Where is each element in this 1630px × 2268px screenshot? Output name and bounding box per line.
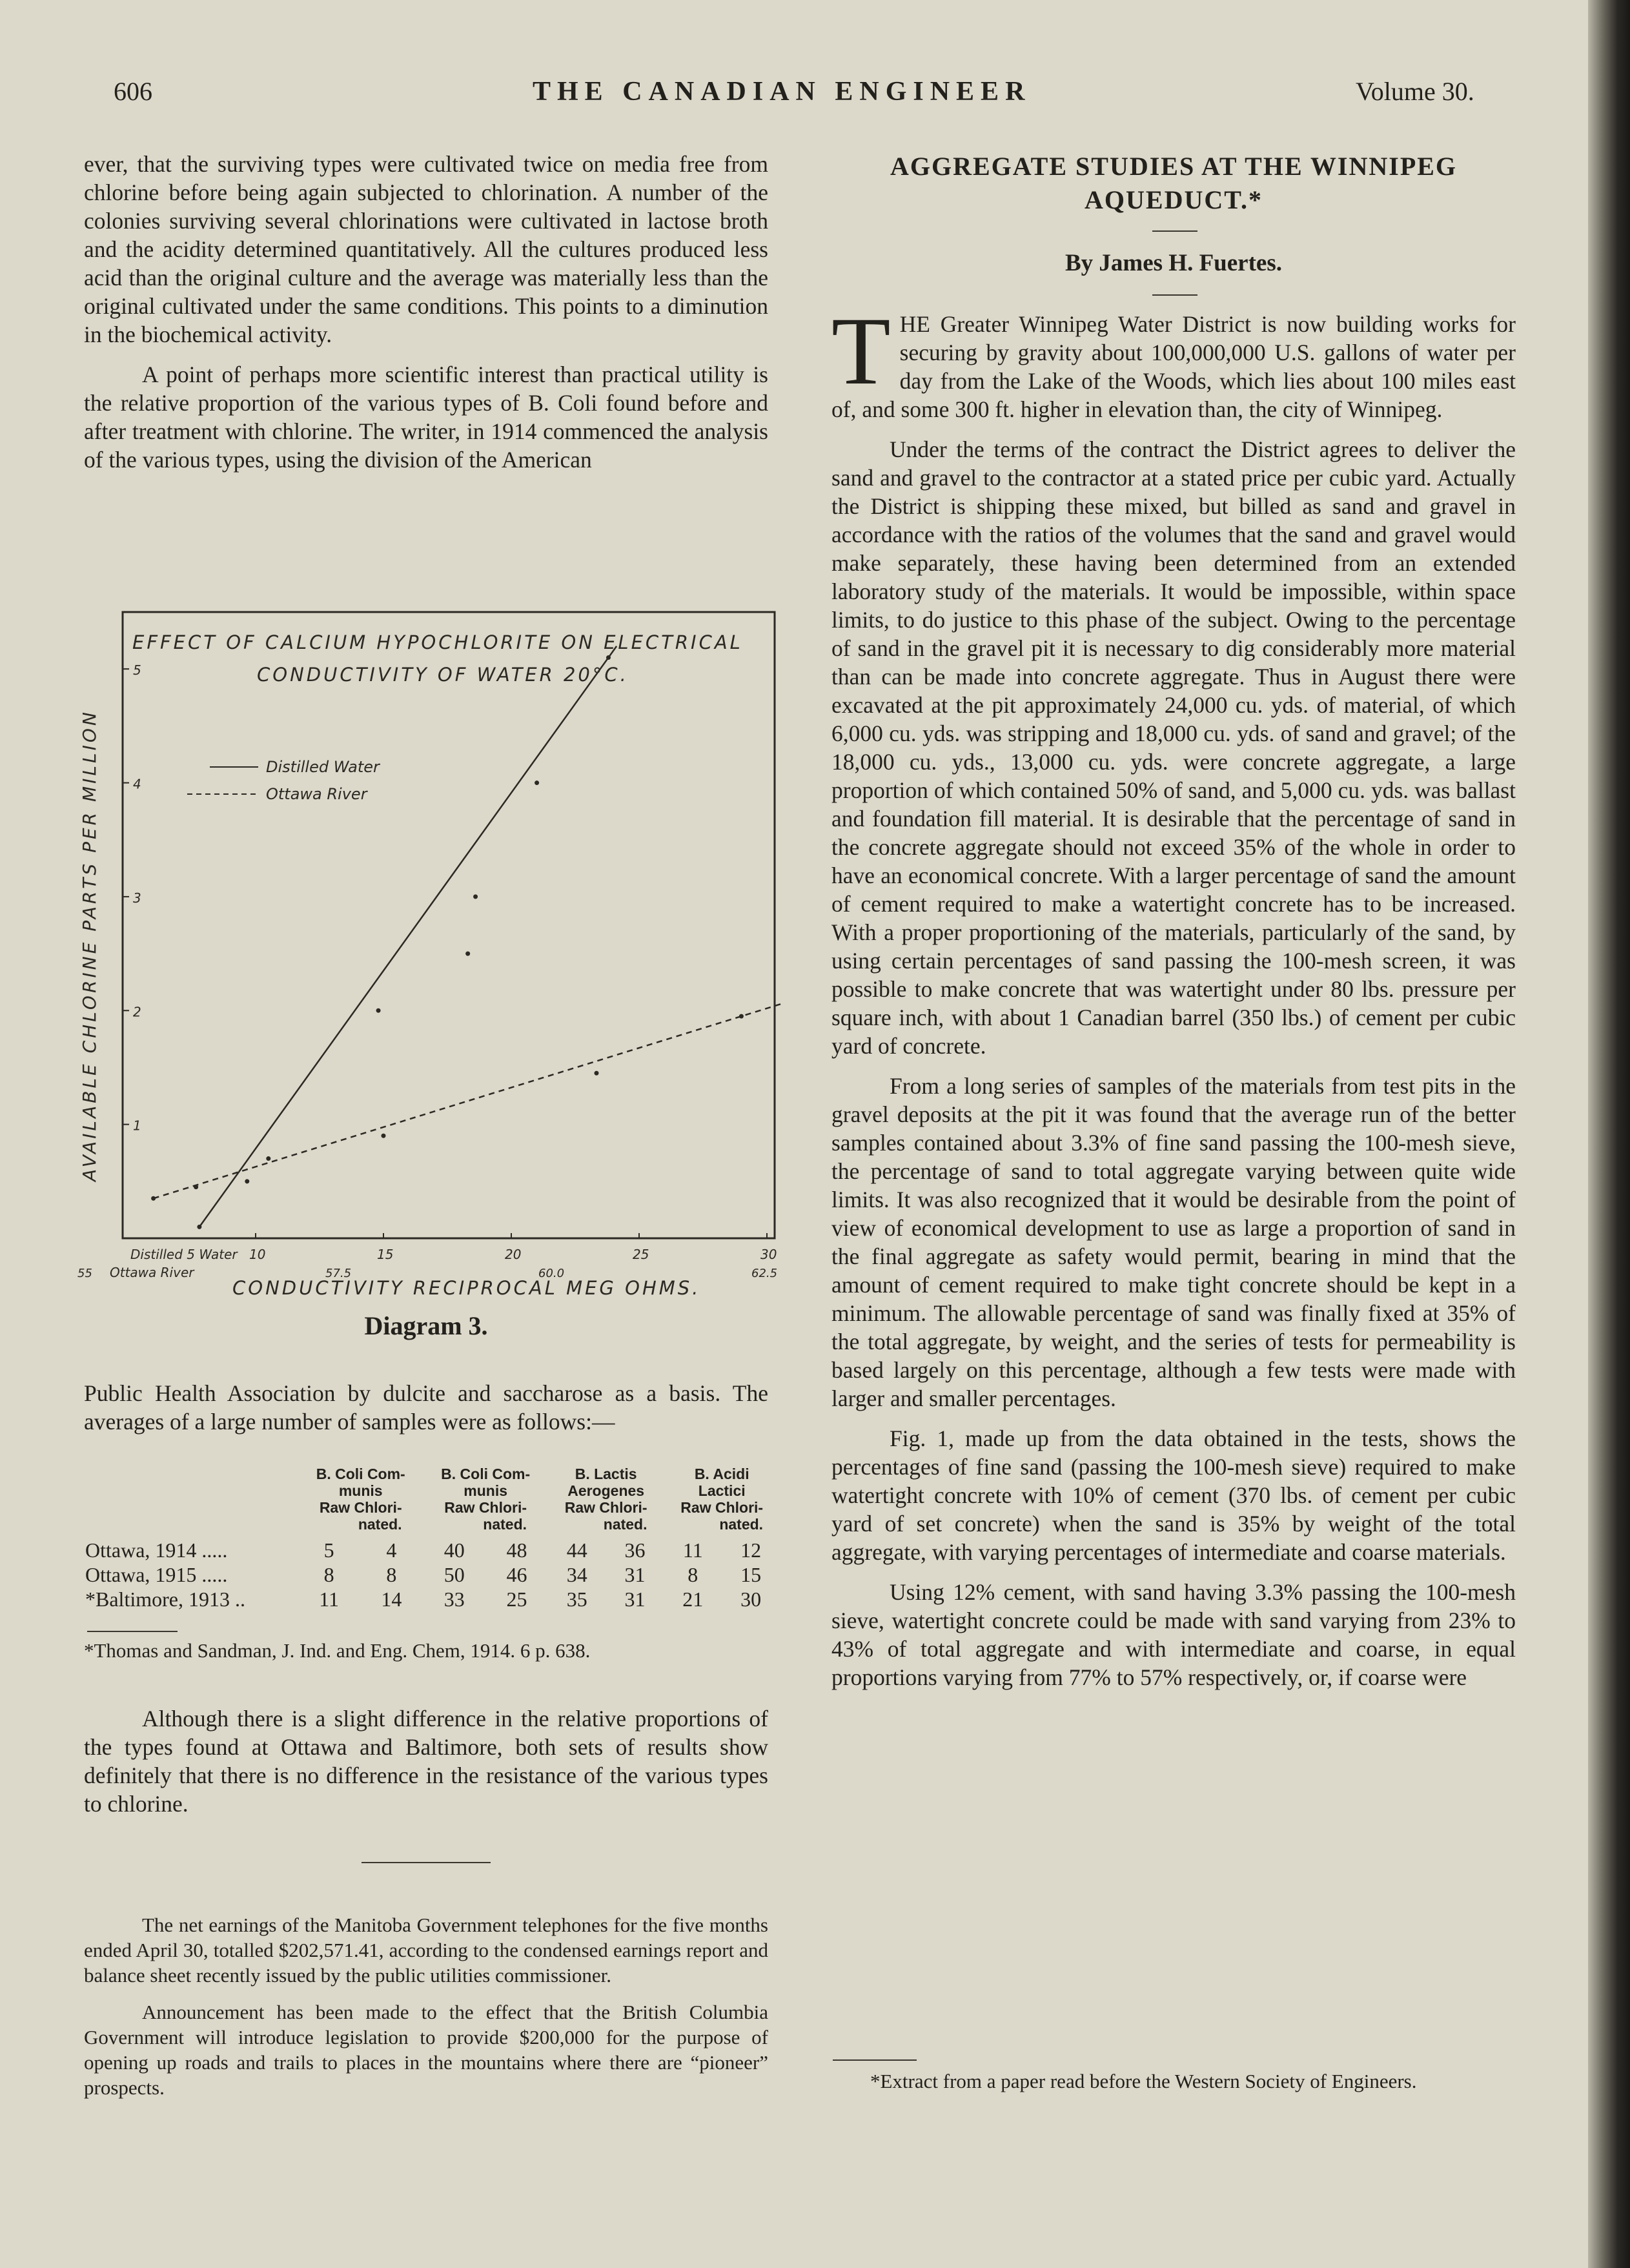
series-line-distilled	[199, 646, 616, 1227]
paragraph: Public Health Association by dulcite and saccharose as a basis. The averages of a large number of samples were as follows:—	[84, 1380, 768, 1435]
data-point	[606, 655, 611, 660]
legend-label-distilled: Distilled Water	[266, 758, 380, 776]
table-footnote-rule	[87, 1631, 178, 1632]
x-tick-label: 10	[249, 1247, 266, 1262]
page-edge-shadow	[1588, 0, 1630, 2268]
table-row: *Baltimore, 1913 .. 11 14 33 25 35 31 21 30	[85, 1588, 762, 1611]
paragraph: A point of perhaps more scientific interest than practical utility is the relative proportion of the various types of B. Coli found before and after treatment with chlorine. The writer, in 1914 commenced the analysis of the various types, using the division of the American	[84, 362, 768, 473]
table-group-header: B. Lactis Aerogenes Raw Chlori- nated.	[564, 1466, 647, 1533]
x-tick-label: Distilled 5 Water	[130, 1247, 238, 1262]
paragraph: Although there is a slight difference in the relative proportions of the types found at Ottawa and Baltimore, both sets of results show definitely that there is no difference in the resistance of the various types to chlorine.	[84, 1706, 768, 1817]
table-row: Ottawa, 1915 ..... 8 8 50 46 34 31 8 15	[85, 1563, 762, 1586]
legend-label-ottawa: Ottawa River	[266, 785, 367, 803]
article-footnote: *Extract from a paper read before the Western Society of Engineers.	[870, 2070, 1417, 2092]
table-row: Ottawa, 1914 ..... 5 4 40 48 44 36 11 12	[85, 1538, 762, 1562]
table-group-header: B. Acidi Lactici Raw Chlori- nated.	[680, 1466, 764, 1533]
article-title: AGGREGATE STUDIES AT THE WINNIPEG AQUEDUCT.*	[890, 152, 1458, 214]
data-point	[151, 1196, 156, 1201]
drop-cap: T	[831, 298, 891, 405]
paragraph: Using 12% cement, with sand having 3.3% passing the 100-mesh sieve, watertight concrete could be made with sand varying from 23% to 43% of total aggregate and with intermediate and coarse, in equal proportions varying from 77% to 57% respectively, or, if coarse were	[831, 1579, 1516, 1690]
coli-types-table	[83, 1466, 780, 1611]
data-point	[595, 1071, 599, 1076]
data-point	[376, 1008, 381, 1013]
x2-tick-label: 62.5	[751, 1267, 778, 1280]
paragraph: Under the terms of the contract the District agrees to deliver the sand and gravel to the contractor at a stated price per cubic yard. Actually the District is shipping these mixed, but billed as sand and gravel in accordance with the ratios of the volumes that the sand and gravel would make separately, these having been determined from an extended laboratory study of the materials. It would be impossible, within space limits, to do justice to this phase of the subject. Owing to the percentage of sand in the gravel pit it is necessary to dig considerably more material than can be made into concrete aggregate. Thus in August there were excavated at the pit approximately 24,000 cu. yds. of material, of which 6,000 cu. yds. was stripping and 18,000 cu. yds. of sand and gravel; of the 18,000 cu. yds., 13,000 cu. yds. were concrete aggregate, a large proportion of which contained 50% of sand, and 5,000 cu. yds. was ballast and foundation fill material. It is desirable that the percentage of sand in the concrete aggregate should not exceed 35% of the whole in order to have an economical concrete. With a larger percentage of sand the amount of cement required to make a watertight concrete has to be increased. With a proper proportioning of the materials, particularly of the sand, by using certain percentages of sand passing the 100-mesh screen, it was possible to make concrete that was watertight under 80 lbs. pressure per square inch, with about 1 Canadian barrel (350 lbs.) of cement per cubic yard of concrete.	[831, 436, 1516, 1059]
chart-title-line-1: EFFECT OF CALCIUM HYPOCHLORITE ON ELECTRICAL	[132, 631, 743, 653]
y-tick-label: 5	[133, 662, 141, 679]
byline-rule	[1152, 294, 1197, 296]
chart-title-line-2: CONDUCTIVITY OF WATER 20°C.	[257, 664, 629, 686]
data-point	[382, 1134, 386, 1138]
data-point	[739, 1014, 744, 1019]
x2-tick-label: Ottawa River	[110, 1265, 194, 1280]
y-tick-label: 2	[133, 1004, 141, 1020]
data-point	[473, 894, 478, 899]
section-divider	[362, 1862, 491, 1863]
x-tick-label: 15	[377, 1247, 394, 1262]
paragraph: THE Greater Winnipeg Water District is now building works for securing by gravity about 100,000,000 U.S. gallons of water per day from the Lake of the Woods, which lies about 100 miles east of, and some 300 ft. higher in elevation than, the city of Winnipeg.	[831, 298, 1516, 422]
data-point	[194, 1185, 198, 1189]
data-point	[266, 1156, 270, 1161]
chart-border	[123, 612, 775, 1238]
journal-title: THE CANADIAN ENGINEER	[533, 77, 1032, 107]
x2-tick-label: 55	[77, 1267, 92, 1280]
x-tick-label: 30	[760, 1247, 777, 1262]
y-tick-label: 1	[133, 1118, 141, 1134]
article-byline: By James H. Fuertes.	[1065, 250, 1283, 276]
article-footnote-rule	[833, 2059, 917, 2061]
table-group-header: B. Coli Com- munis Raw Chlori- nated.	[316, 1466, 405, 1533]
x-tick-label: 25	[633, 1247, 649, 1262]
data-point	[197, 1225, 201, 1229]
paragraph: ever, that the surviving types were cultivated twice on media free from chlorine before being again subjected to chlorination. A number of the colonies surviving several chlorinations were cultivated in lactose broth and the acidity determined quantitatively. All the cultures produced less acid than the original culture and the average was materially less than the original cultivated under the same conditions. This points to a diminution in the biochemical activity.	[84, 151, 768, 347]
conductivity-chart	[71, 600, 781, 1304]
data-point	[465, 952, 470, 956]
page-number: 606	[114, 77, 152, 106]
chart-legend	[187, 758, 381, 803]
x2-tick-label: 60.0	[538, 1267, 565, 1280]
table-group-header: B. Coli Com- munis Raw Chlori- nated.	[441, 1466, 531, 1533]
news-items	[84, 1912, 768, 2112]
paragraph: Fig. 1, made up from the data obtained in the tests, shows the percentages of fine sand (passing the 100-mesh sieve) required to make watertight concrete with 10% of cement (370 lbs. of cement per cubic yard of set concrete) when the sand is 35% by weight of the total aggregate, with varying percentages of intermediate and coarse materials.	[831, 1425, 1516, 1565]
news-item: Announcement has been made to the effect that the British Columbia Government will introduce legislation to provide $200,000 for the purpose of opening up roads and trails to places in the mountains where there are “pioneer” prospects.	[84, 2001, 768, 2099]
data-point	[245, 1179, 249, 1183]
volume-label: Volume 30.	[1356, 77, 1474, 106]
y-tick-label: 4	[133, 776, 141, 792]
title-rule	[1152, 230, 1197, 232]
chart-y-axis-label: AVAILABLE CHLORINE PARTS PER MILLION	[79, 710, 100, 1181]
left-column-bottom	[84, 1704, 768, 1830]
diagram-caption: Diagram 3.	[364, 1311, 488, 1340]
x2-tick-label: 57.5	[325, 1267, 352, 1280]
left-column-top	[84, 150, 768, 485]
table-footnote: *Thomas and Sandman, J. Ind. and Eng. Chem, 1914. 6 p. 638.	[84, 1639, 591, 1662]
left-column-mid	[84, 1379, 768, 1447]
paragraph: From a long series of samples of the materials from test pits in the gravel deposits at the pit it was found that the average run of the better samples contained about 3.3% of fine sand passing the 100-mesh sieve, the percentage of sand to total aggregate varying between quite wide limits. It was also recognized that it would be desirable from the point of view of economical development to use as large a proportion of sand in the final aggregate as safety would permit, bearing in mind that the amount of cement required to make tight concrete should be kept in a minimum. The allowable percentage of sand was finally fixed at 35% of the total aggregate, by weight, and the series of tests for permeability is based largely on this percentage, although a few tests were made with larger and smaller percentages.	[831, 1073, 1516, 1411]
y-tick-label: 3	[133, 890, 141, 906]
chart-x-axis-label: CONDUCTIVITY RECIPROCAL MEG OHMS.	[232, 1277, 701, 1299]
data-point	[535, 781, 539, 785]
series-line-ottawa	[154, 1002, 781, 1199]
table-header-row	[83, 1466, 780, 1538]
chart-title	[132, 631, 743, 686]
x-tick-label: 20	[505, 1247, 522, 1262]
news-item: The net earnings of the Manitoba Government telephones for the five months ended April 30, totalled $202,571.41, according to the condensed earnings report and balance sheet recently issued by the public utilities commissioner.	[84, 1914, 768, 1987]
right-column-text	[831, 298, 1516, 1703]
